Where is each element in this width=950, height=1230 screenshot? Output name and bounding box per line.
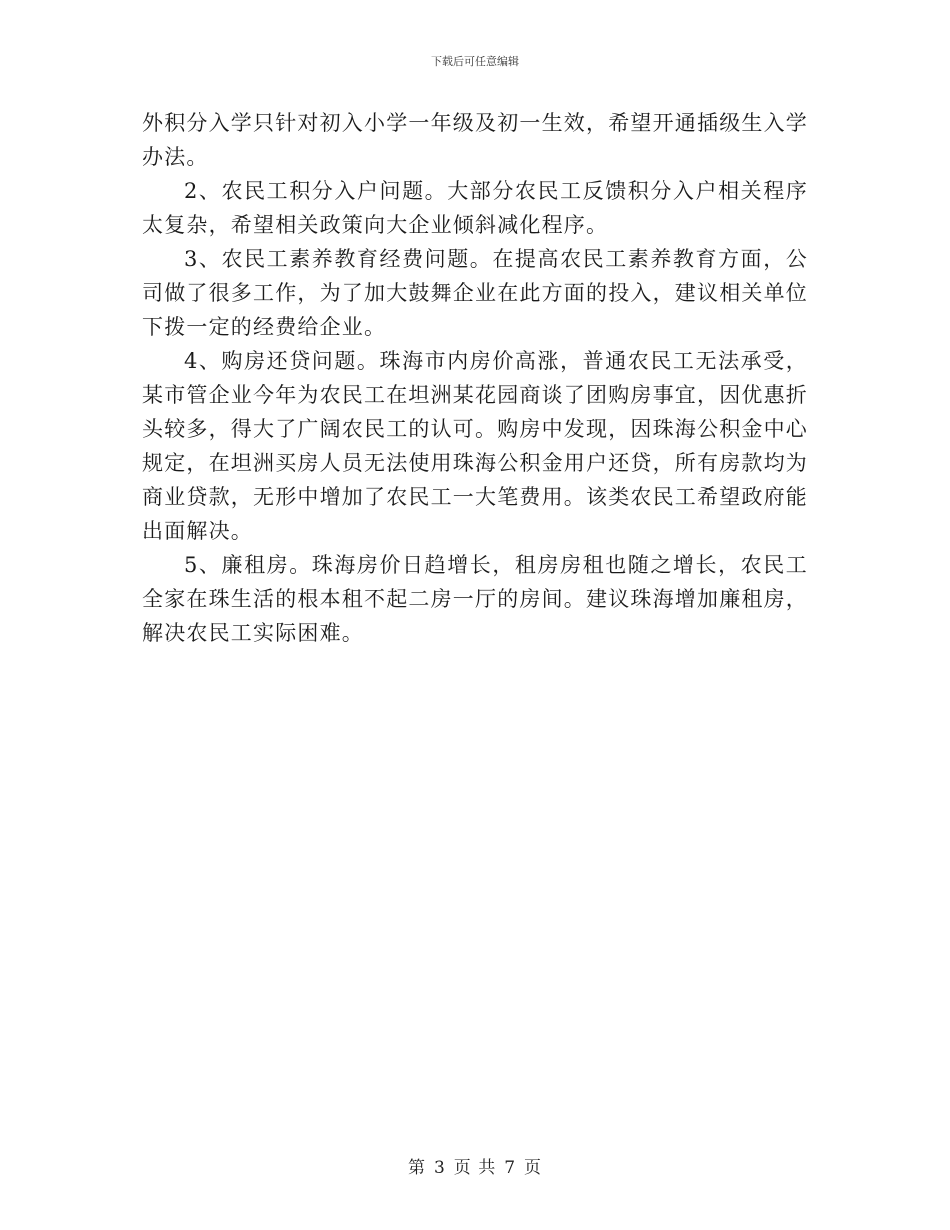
footer-current-page: 3	[433, 1158, 446, 1178]
paragraph-item-4: 4、购房还贷问题。珠海市内房价高涨，普通农民工无法承受，某市管企业今年为农民工在坦洲某花园商谈了团购房事宜，因优惠折头较多，得大了广阔农民工的认可。购房中发现，因珠海公积金中心规定，在坦洲买房人员无法使用珠海公积金用户还贷，所有房款均为商业贷款，无形中增加了农民工一大笔费用。该类农民工希望政府能出面解决。	[142, 349, 808, 543]
paragraph-item-3: 3、农民工素养教育经费问题。在提高农民工素养教育方面，公司做了很多工作，为了加大鼓舞企业在此方面的投入，建议相关单位下拨一定的经费给企业。	[142, 247, 808, 339]
footer-total-pages: 7	[504, 1158, 517, 1178]
footer-middle: 页 共	[453, 1158, 497, 1178]
page-footer	[0, 1153, 950, 1178]
footer-suffix: 页	[524, 1158, 543, 1178]
paragraph-item-5: 5、廉租房。珠海房价日趋增长，租房房租也随之增长，农民工全家在珠生活的根本租不起二房一厅的房间。建议珠海增加廉租房，解决农民工实际困难。	[142, 553, 808, 645]
paragraph-item-2: 2、农民工积分入户问题。大部分农民工反馈积分入户相关程序太复杂，希望相关政策向大企业倾斜减化程序。	[142, 179, 808, 237]
page-header: 下载后可任意编辑	[431, 55, 519, 68]
paragraph-continuation: 外积分入学只针对初入小学一年级及初一生效，希望开通插级生入学办法。	[142, 111, 808, 169]
footer-prefix: 第	[407, 1158, 426, 1178]
document-body	[142, 106, 808, 650]
